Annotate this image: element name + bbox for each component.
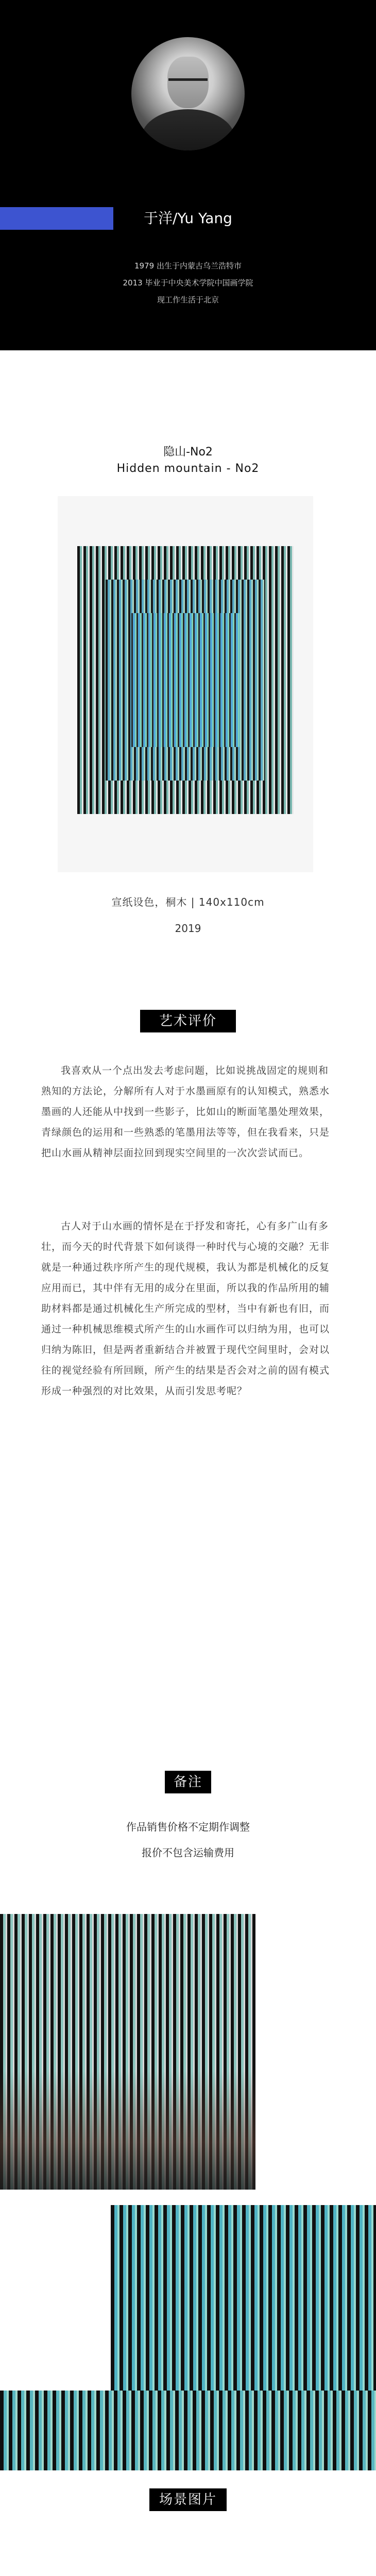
detail-image-2[interactable] (111, 2205, 376, 2406)
note-price: 作品销售价格不定期作调整 (126, 1821, 250, 1833)
detail-image-1[interactable] (0, 1914, 255, 2190)
detail-image-3[interactable] (0, 2391, 376, 2470)
artwork-title-zh: 隐山-No2 (163, 446, 213, 459)
review-paragraph-1: 我喜欢从一个点出发去考虑问题，比如说挑战固定的规则和熟知的方法论，分解所有人对于水墨画原有的认知模式，熟悉水墨画的人还能从中找到一些影子，比如山的断面笔墨处理效果，青绿颜色的运用和一些熟悉的笔墨用法等等，但在我看来，只是把山水画从精神层面拉回到现实空间里的一次次尝试而已。 (41, 1065, 330, 1159)
review-paragraph-2: 古人对于山水画的情怀是在于抒发和寄托，心有多广山有多壮，而今天的时代背景下如何谈得一种时代与心境的交融？无非就是一种通过秩序所产生的现代规模，我认为都是机械化的反复应用而已，其中伴有无用的成分在里面，所以我的作品所用的辅助材料都是通过机械化生产所完成的型材，当中有新也有旧，而通过一种机械思维模式所产生的山水画作可以归纳为用，也可以归纳为陈旧，但是两者重新结合并被置于现代空间里时，会对以往的视觉经验有所回顾，所产生的结果是否会对之前的固有模式形成一种强烈的对比效果，从而引发思考呢？ (41, 1221, 330, 1397)
artwork-year: 2019 (175, 922, 201, 935)
bio-residence: 现工作生活于北京 (157, 295, 219, 304)
artist-name: 于洋/Yu Yang (144, 210, 232, 227)
scene-heading: 场景图片 (149, 2488, 227, 2511)
artwork-medium: 宣纸设色，桐木 | 140x110cm (111, 896, 265, 908)
artist-avatar (131, 37, 245, 150)
artwork-title-en: Hidden mountain - No2 (116, 462, 260, 475)
note-shipping: 报价不包含运输费用 (142, 1846, 234, 1859)
artwork-image-core (131, 613, 240, 747)
notes-heading: 备注 (165, 1771, 211, 1793)
bio-birth: 1979 出生于内蒙古乌兰浩特市 (134, 261, 242, 270)
review-heading: 艺术评价 (140, 1010, 236, 1032)
bio-education: 2013 毕业于中央美术学院中国画学院 (123, 278, 253, 287)
